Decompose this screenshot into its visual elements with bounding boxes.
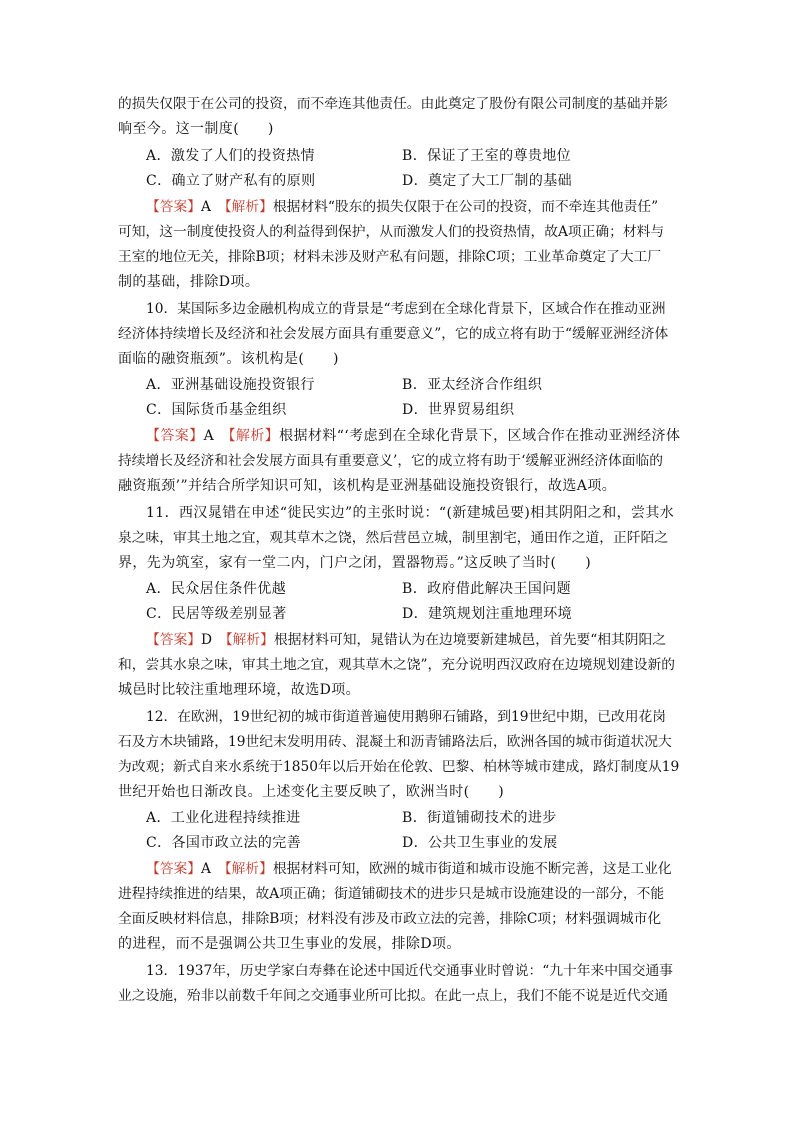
q11-option-c: C．民居等级差别显著 — [146, 606, 287, 622]
q11-option-d: D．建筑规划注重地理环境 — [402, 606, 573, 622]
q9-answer-line — [146, 197, 658, 217]
q10-option-a: A．亚洲基础设施投资银行 — [146, 377, 315, 393]
analysis-tag: 【解析】 — [224, 861, 273, 877]
q10-option-b: B．亚太经济合作组织 — [402, 377, 543, 393]
q10-text-line: 面临的融资瓶颈”。该机构是( ) — [118, 351, 339, 367]
q13-text-line: 业之设施，殆非以前数千年间之交通事业所可比拟。在此一点上，我们不能不说是近代交通 — [118, 988, 669, 1004]
q12-analysis-line: 的进程，而不是强调公共卫生事业的发展，排除D项。 — [118, 936, 461, 952]
q10-analysis-line: 融资瓶颈’”并结合所学知识可知，该机构是亚洲基础设施投资银行，故选A项。 — [118, 478, 617, 494]
analysis-text: 根据材料“‘考虑到在全球化背景下，区域合作在推动亚洲经济体 — [279, 428, 681, 444]
q10-text-line: 经济体持续增长及经济和社会发展方面具有重要意义”，它的成立将有助于“缓解亚洲经济体 — [118, 326, 669, 342]
q11-answer-line — [146, 630, 666, 650]
q9-analysis-line: 可知，这一制度使投资人的利益得到保护，从而激发人们的投资热情，故A项正确；材料与 — [118, 224, 665, 240]
answer-value: A — [203, 428, 229, 444]
q9-analysis-line: 王室的地位无关，排除B项；材料未涉及财产私有问题，排除C项；工业革命奠定了大工厂 — [118, 249, 662, 265]
q11-text-line: 界，先为筑室，家有一堂二内，门户之闭，置器物焉。”这反映了当时( ) — [118, 555, 592, 571]
q12-option-d: D．公共卫生事业的发展 — [402, 835, 558, 851]
q9-option-c: C．确立了财产私有的原则 — [146, 173, 316, 189]
analysis-tag: 【解析】 — [224, 199, 273, 215]
q11-analysis-line: 和，尝其水泉之味，审其土地之宜，观其草木之饶”，充分说明西汉政府在边境规划建设新的 — [118, 657, 676, 673]
q9-text-line: 响至今。这一制度( ) — [118, 121, 274, 137]
q12-analysis-line: 全面反映材料信息，排除B项；材料没有涉及市政立法的完善，排除C项；材料强调城市化 — [118, 911, 662, 927]
q10-text-line: 10．某国际多边金融机构成立的背景是“考虑到在全球化背景下，区域合作在推动亚洲 — [146, 301, 666, 317]
analysis-text: 根据材料可知，欧洲的城市街道和城市设施不断完善，这是工业化 — [272, 861, 672, 877]
q9-option-b: B．保证了王室的尊贵地位 — [402, 148, 572, 164]
answer-tag: 【答案】 — [146, 428, 204, 444]
analysis-text: 根据材料“股东的损失仅限于在公司的投资，而不牵连其他责任” — [272, 199, 659, 215]
q12-text-line: 12．在欧洲，19世纪初的城市街道普遍使用鹅卵石铺路，到19世纪中期，已改用花岗 — [146, 709, 666, 725]
q9-analysis-line: 制的基础，排除D项。 — [118, 274, 260, 290]
q9-text-line: 的损失仅限于在公司的投资，而不牵连其他责任。由此奠定了股份有限公司制度的基础并影 — [118, 96, 669, 112]
answer-value: D — [201, 632, 226, 648]
answer-value: A — [201, 199, 225, 215]
q10-option-d: D．世界贸易组织 — [402, 402, 515, 418]
analysis-text: 根据材料可知，晁错认为在边境要新建城邑，首先要“相其阴阳之 — [273, 632, 666, 648]
analysis-tag: 【解析】 — [228, 428, 280, 444]
q11-option-a: A．民众居住条件优越 — [146, 581, 287, 597]
q9-option-d: D．奠定了大工厂制的基础 — [402, 173, 573, 189]
q12-option-c: C．各国市政立法的完善 — [146, 835, 302, 851]
q10-answer-line — [146, 426, 680, 446]
analysis-tag: 【解析】 — [225, 632, 274, 648]
answer-tag: 【答案】 — [146, 632, 202, 648]
answer-tag: 【答案】 — [146, 861, 202, 877]
q12-answer-line — [146, 859, 672, 879]
answer-value: A — [201, 861, 225, 877]
answer-tag: 【答案】 — [146, 199, 202, 215]
q13-text-line: 13．1937年，历史学家白寿彝在论述中国近代交通事业时曾说：“九十年来中国交通事 — [146, 963, 674, 979]
q12-text-line: 石及方木块铺路，19世纪末发明用砖、混凝土和沥青铺路法后，欧洲各国的城市街道状况大 — [118, 734, 672, 750]
q12-analysis-line: 进程持续推进的结果，故A项正确；街道铺砌技术的进步只是城市设施建设的一部分，不能 — [118, 886, 665, 902]
q12-option-b: B．街道铺砌技术的进步 — [402, 810, 557, 826]
q10-option-c: C．国际货币基金组织 — [146, 402, 287, 418]
q9-option-a: A．激发了人们的投资热情 — [146, 148, 315, 164]
q11-text-line: 11．西汉晁错在申述“徙民实边”的主张时说：“(新建城邑要)相其阴阳之和，尝其水 — [146, 505, 675, 521]
q12-text-line: 世纪开始也日渐改良。上述变化主要反映了，欧洲当时( ) — [118, 784, 505, 800]
q12-option-a: A．工业化进程持续推进 — [146, 810, 301, 826]
q11-analysis-line: 城邑时比较注重地理环境，故选D项。 — [118, 682, 361, 698]
q10-analysis-line: 持续增长及经济和社会发展方面具有重要意义’，它的成立将有助于‘缓解亚洲经济体面临的 — [118, 453, 663, 469]
q11-option-b: B．政府借此解决王国问题 — [402, 581, 572, 597]
q11-text-line: 泉之味，审其土地之宜，观其草木之饶，然后营邑立城，制里割宅，通田作之道，正阡陌之 — [118, 530, 669, 546]
q12-text-line: 为改观；新式自来水系统于1850年以后开始在伦敦、巴黎、柏林等城市建成，路灯制度从19 — [118, 759, 680, 775]
